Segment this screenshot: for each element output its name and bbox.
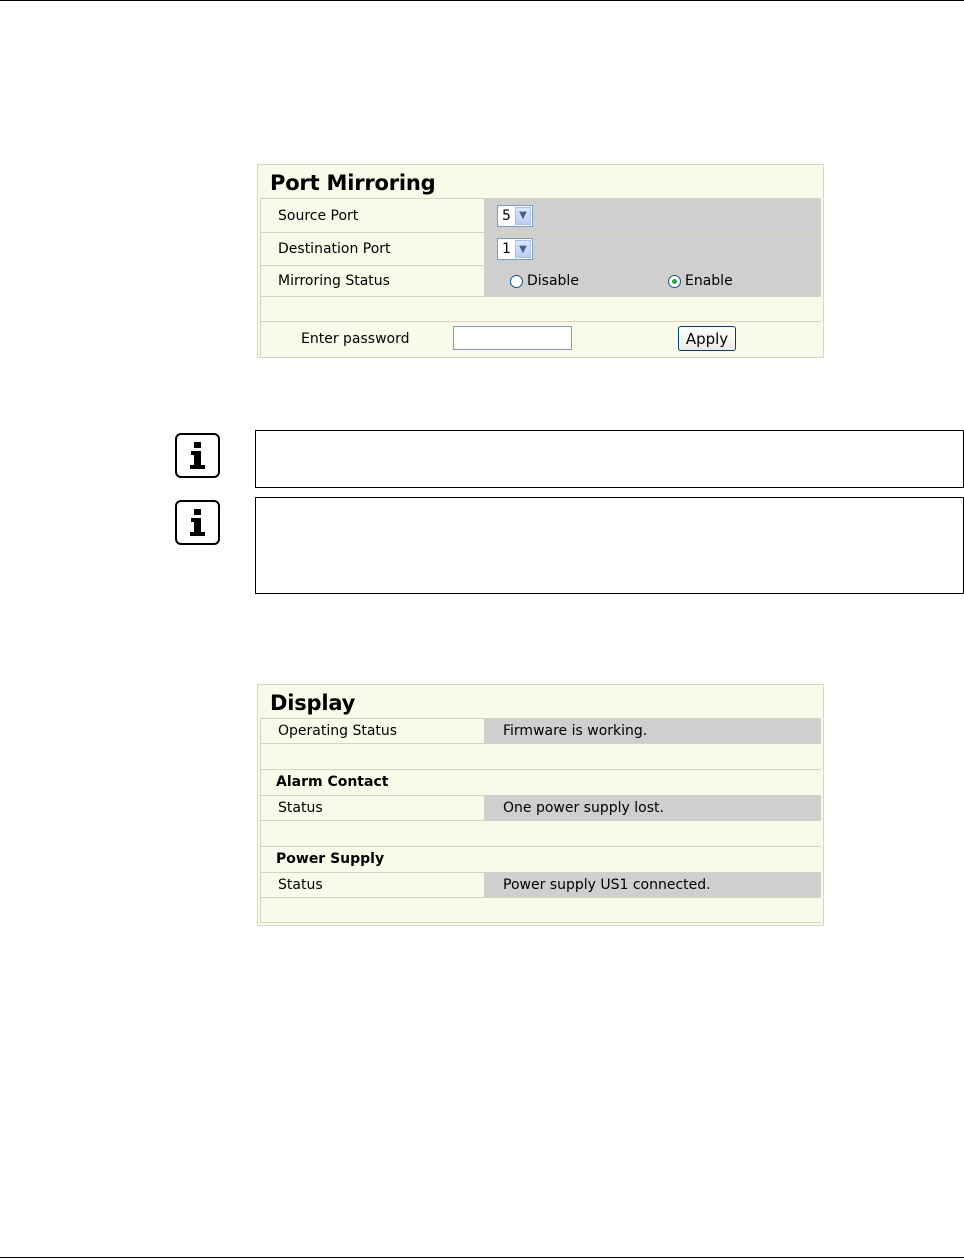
- spacer-row: [260, 897, 821, 923]
- radio-enable-label: Enable: [685, 273, 733, 289]
- power-status-label: Status: [260, 873, 485, 897]
- source-port-label: Source Port: [260, 199, 485, 232]
- radio-disable-circle[interactable]: [510, 275, 523, 288]
- power-supply-heading-row: [260, 846, 821, 872]
- alarm-status-row: [260, 795, 821, 820]
- password-row: [260, 321, 821, 357]
- destination-port-row: [260, 232, 821, 265]
- source-port-row: [260, 198, 821, 232]
- panel-title: Display: [270, 691, 356, 715]
- alarm-contact-heading-row: [260, 769, 821, 795]
- info-icon: [175, 500, 220, 545]
- mirroring-status-label: Mirroring Status: [260, 266, 485, 296]
- operating-status-row: [260, 718, 821, 743]
- destination-port-value: 1: [502, 241, 511, 257]
- apply-button[interactable]: Apply: [678, 326, 736, 351]
- radio-enable[interactable]: [668, 273, 733, 289]
- source-port-value: 5: [502, 207, 511, 224]
- port-mirroring-panel: [257, 164, 824, 358]
- chevron-down-icon[interactable]: ▼: [515, 240, 531, 258]
- display-panel: [257, 684, 824, 926]
- operating-status-value: Firmware is working.: [485, 719, 821, 743]
- power-supply-heading: Power Supply: [276, 851, 385, 867]
- radio-disable-label: Disable: [527, 273, 579, 289]
- operating-status-label: Operating Status: [260, 719, 485, 743]
- note-box-1: [255, 430, 964, 488]
- mirroring-status-cell: [485, 266, 821, 296]
- password-label: Enter password: [301, 331, 410, 347]
- spacer-row: [260, 743, 821, 769]
- chevron-down-icon[interactable]: ▼: [515, 207, 531, 225]
- destination-port-select[interactable]: [497, 238, 533, 260]
- power-status-value: Power supply US1 connected.: [485, 873, 821, 897]
- bottom-rule: [0, 1257, 964, 1258]
- alarm-status-value: One power supply lost.: [485, 796, 821, 820]
- destination-port-cell: [485, 233, 821, 265]
- power-status-row: [260, 872, 821, 897]
- top-rule: [0, 0, 964, 1]
- panel-title: Port Mirroring: [270, 171, 436, 195]
- source-port-select[interactable]: [497, 205, 533, 227]
- radio-enable-circle[interactable]: [668, 275, 681, 288]
- alarm-status-label: Status: [260, 796, 485, 820]
- source-port-cell: [485, 199, 821, 232]
- info-icon: [175, 433, 220, 478]
- spacer-row: [260, 296, 821, 321]
- note-box-2: [255, 497, 964, 594]
- destination-port-label: Destination Port: [260, 233, 485, 265]
- radio-disable[interactable]: [510, 273, 579, 289]
- alarm-contact-heading: Alarm Contact: [276, 774, 389, 790]
- spacer-row: [260, 820, 821, 846]
- mirroring-status-row: [260, 265, 821, 296]
- password-input[interactable]: [453, 326, 572, 350]
- radio-selected-dot: [672, 279, 677, 284]
